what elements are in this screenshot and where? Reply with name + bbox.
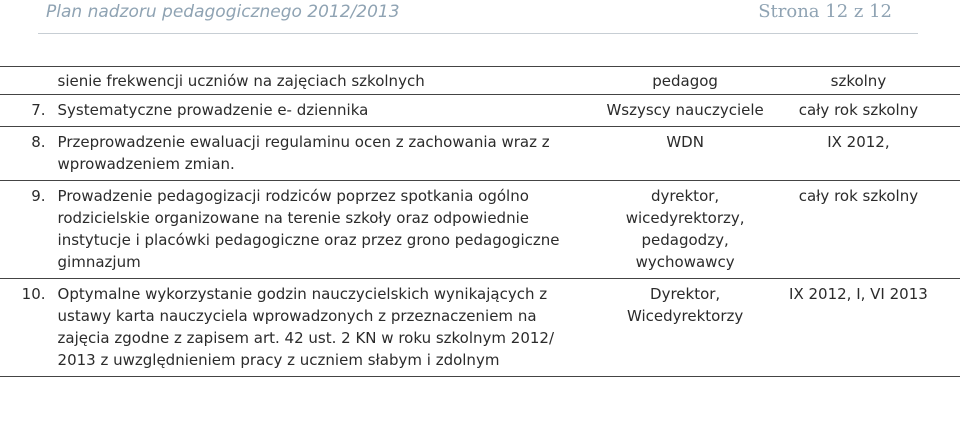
deadline-cell: IX 2012, I, VI 2013	[779, 279, 938, 377]
deadline-cell: cały rok szkolny	[779, 181, 938, 279]
task-cell: sienie frekwencji uczniów na zajęciach szkolnych	[52, 67, 592, 95]
supervision-plan-table	[0, 66, 960, 377]
row-number: 7.	[0, 95, 52, 127]
deadline-cell: szkolny	[779, 67, 938, 95]
document-title: Plan nadzoru pedagogicznego 2012/2013	[46, 2, 400, 22]
table-row	[0, 279, 960, 377]
task-cell: Prowadzenie pedagogizacji rodziców poprzez spotkania ogólno rodzicielskie organizowane na terenie szkoły oraz odpowiednie instytucje i placówki pedagogiczne oraz przez grono pedagogiczne gimnazjum	[52, 181, 592, 279]
row-number: 9.	[0, 181, 52, 279]
deadline-cell: IX 2012,	[779, 127, 938, 181]
task-cell: Przeprowadzenie ewaluacji regulaminu ocen z zachowania wraz z wprowadzeniem zmian.	[52, 127, 592, 181]
deadline-cell: cały rok szkolny	[779, 95, 938, 127]
row-number	[0, 67, 52, 95]
responsible-cell: Dyrektor, Wicedyrektorzy	[591, 279, 779, 377]
table-row	[0, 95, 960, 127]
task-cell: Systematyczne prowadzenie e- dziennika	[52, 95, 592, 127]
table-row	[0, 181, 960, 279]
page-number: Strona 12 z 12	[758, 1, 892, 22]
table-row	[0, 127, 960, 181]
responsible-cell: Wszyscy nauczyciele	[591, 95, 779, 127]
responsible-cell: dyrektor, wicedyrektorzy, pedagodzy, wychowawcy	[591, 181, 779, 279]
row-number: 10.	[0, 279, 52, 377]
responsible-cell: pedagog	[591, 67, 779, 95]
row-number: 8.	[0, 127, 52, 181]
task-cell: Optymalne wykorzystanie godzin nauczycielskich wynikających z ustawy karta nauczyciela wprowadzonych z przeznaczeniem na zajęcia zgodne z zapisem art. 42 ust. 2 KN w roku szkolnym 2012/ 2013 z uwzględnieniem pracy z uczniem słabym i zdolnym	[52, 279, 592, 377]
table-row	[0, 67, 960, 95]
responsible-cell: WDN	[591, 127, 779, 181]
page-header	[0, 0, 960, 36]
header-divider	[38, 33, 918, 34]
